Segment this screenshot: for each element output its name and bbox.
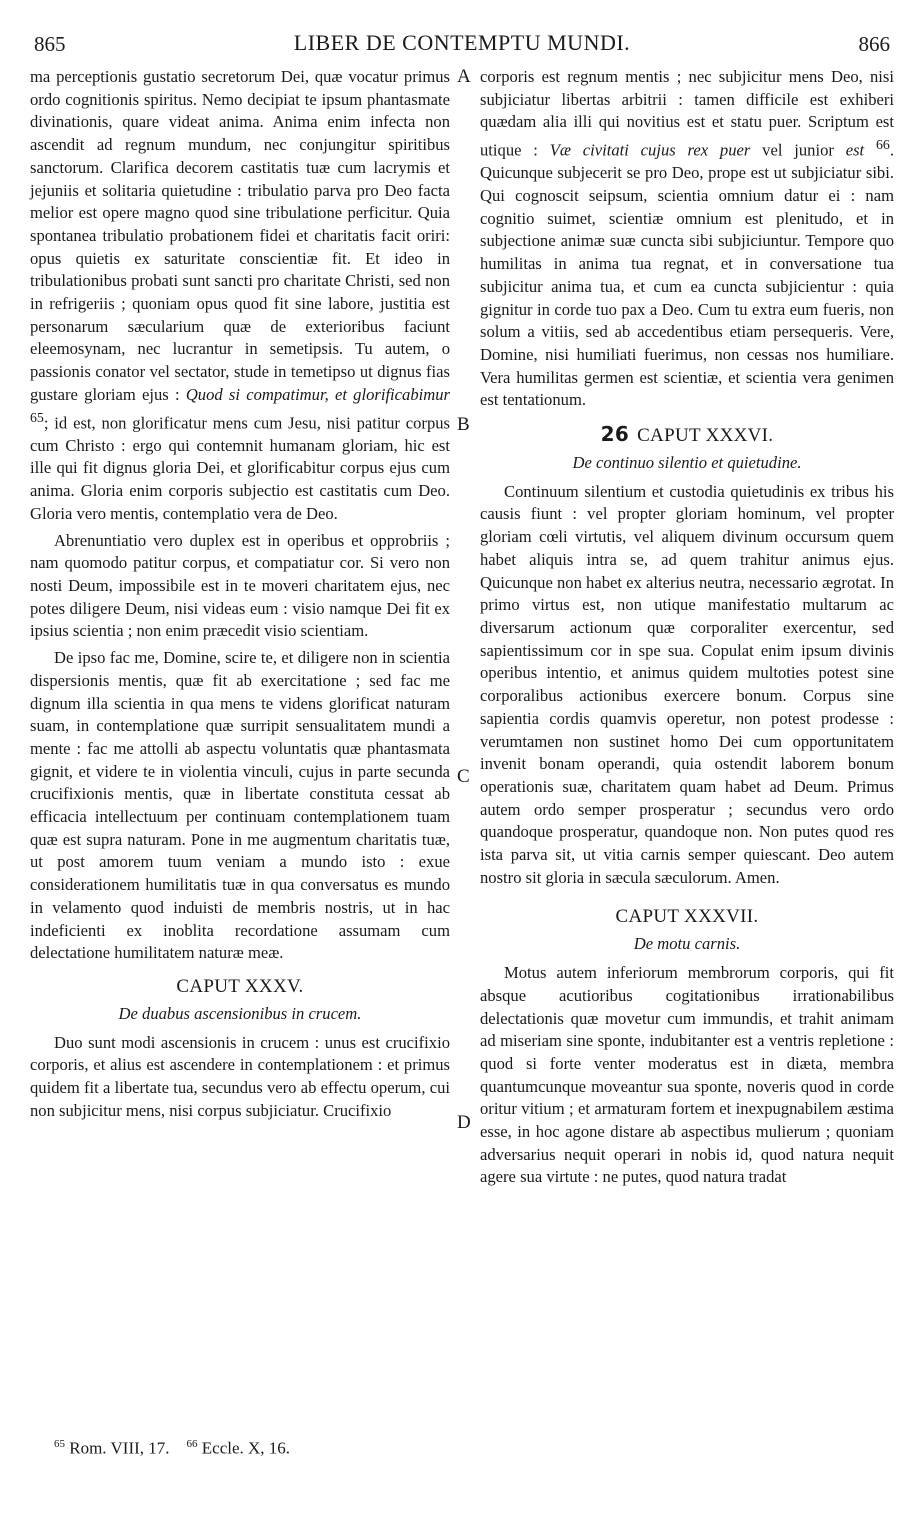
scripture-quote: Væ civitati cujus rex puer: [549, 140, 751, 160]
footnotes: [54, 1438, 290, 1459]
paragraph-text: corporis est regnum mentis ; nec subjicitur mens Deo, nisi subjiciatur libertas arbitrii : tamen difficile est exhiberi quædam alia illi qui novitius est et statu puer. Scriptum est utique :: [480, 67, 894, 160]
paragraph: Motus autem inferiorum membrorum corporis, qui fit absque acutioribus cogitationibus irrationabilibus delectationis quæ movetur cum immundis, et trahit animam ad miseriam sine sponte, indubitanter est a ventris repletione : quod si forte venter moderatus est in diæta, membra quantumcunque moveantur sua sponte, noveris quod in corde oritur vitium ; et armaturam fortem et inexpugnabilem æstima esse, in hoc agone distare ab aspectibus mulierum ; quoniam adversarius nequit operari in nobis id, quod natura nequit agere sua virtute : ne putes, quod natura tradat: [480, 963, 894, 1187]
chapter-heading: [480, 422, 894, 448]
paragraph: Abrenuntiatio vero duplex est in operibus et opprobriis ; nam quomodo patitur corpus, et compatiatur cor. Si vero non nosti Deum, impossibile est in te moveri charitatem ejus, nec potes diligere Deum, nisi videas eum : visio namque Dei fit ex ipsius scientia ; non enim præcedit visio scientiam.: [30, 530, 450, 641]
page-number-left: 865: [34, 32, 66, 56]
page-number-right: 866: [858, 32, 890, 56]
scripture-quote: Quod si compatimur, et glorificabimur: [185, 384, 450, 404]
margin-marker-d: D: [457, 1112, 471, 1133]
scripture-quote: est: [845, 140, 865, 160]
chapter-subtitle: De continuo silentio et quietudine.: [572, 453, 802, 473]
paragraph: Duo sunt modi ascensionis in crucem : unus est crucifixio corporis, et alius est ascendere in contemplationem : et primus quidem fit a libertate tua, secundus vero ab effectu operum, cui non subjicitur mens, nisi corpus subjiciatur. Crucifixio: [30, 1032, 450, 1120]
paragraph: [480, 66, 894, 412]
margin-marker-c: C: [457, 766, 470, 787]
footnote-number: 66: [186, 1438, 198, 1450]
chapter-heading: CAPUT XXXVII.: [615, 906, 759, 928]
paragraph-text: . Quicunque subjecerit se pro Deo, prope est ut subjiciatur sibi. Qui cognoscit seipsum, scientia omnium datur ei : nam cognitio suimet, scientiæ omnium est plenitudo, et in subjectione animæ suæ cuncta sibi subjiciuntur. Tempore quo humilitas in anima tua regnat, et in conversatione tua subjicitur anima tua, et cum ea cuncta subjicientur : quia gignitur in corde tuo pax a Deo. Cum tu extra eum fueris, non solum a vitiis, sed ab accedentibus etiam persequeris. Vere, Domine, nisi humiliati fuerimus, non cessas nos humiliare. Vera humilitas germen est scientiæ, et scientia vera genimen est tentationum.: [480, 140, 894, 410]
margin-marker-a: A: [457, 66, 471, 87]
paragraph: Continuum silentium et custodia quietudinis ex tribus his causis fiunt : vel propter gloriam hominum, vel propter gloriam cœli virtutis, vel aliquem divinum occursum quem habet aliquis intra se, ad quem trahitur animus ejus. Quicunque non habet ex alterius neutra, necessario ægrotat. In primo virtus est, non utique manifestatio multarum ac diversarum actionum quæ corporaliter exercentur, sed sapientissimum cor in spe sua. Copulat enim ipsum divinis operibus intentio, et animus quidem multoties potest sine corporalibus actionibus exercere bonum. Corpus sine sapientia cordis quamvis operetur, non potest prodesse : verumtamen non sustinet homo Dei cum opportunitatem invenit bonam operandi, quia ostendit laborem bonum operationis suæ, charitatem quam habet ad Deum. Primus autem ordo semper prosperatur ; secundus vero ordo quandoque prosperatur, quandoque non. Non putes quod res ista parva sit, ut vitia carnis semper quiescant. Deo autem nostro sit gloria in sæcula sæculorum. Amen.: [480, 481, 894, 887]
right-column: [480, 66, 894, 1189]
paragraph: [30, 66, 450, 526]
footnote-text: Eccle. X, 16.: [201, 1438, 291, 1458]
footnote-text: Rom. VIII, 17.: [69, 1438, 170, 1458]
margin-marker-b: B: [457, 414, 470, 435]
paragraph-text: vel junior: [762, 140, 834, 160]
footnote-ref: 66: [876, 137, 890, 153]
chapter-heading: CAPUT XXXV.: [176, 975, 304, 997]
left-column: [30, 66, 450, 1122]
footnote-number: 65: [54, 1438, 65, 1450]
section-number: 26: [600, 422, 630, 447]
footnote-ref: 65: [30, 409, 44, 425]
paragraph: De ipso fac me, Domine, scire te, et diligere non in scientia dispersionis mentis, quæ fit ab exercitatione ; sed fac me dignum illa scientia in qua mens te videns glorificat naturam suam, in contemplatione quæ surripit sensualitatem mundi a mente : fac me attolli ab aspectu voluntatis quæ phantasmata gignit, et videre te in violentia vinculi, cujus in parte secunda crucifixionis mentis, quæ in libertate constituta cessat ab efficacia intellectuum per continuam contemplationem tuam quæ est supra naturam. Pone in me augmentum charitatis tuæ, ut post amorem tuum veniam a mundo isto : exue considerationem humilitatis tuæ in qua conversatus es mundo in velamento quod induisti de membris nostris, ut in hac indeficienti ex inoblita recordatione assumam cum delectatione humilitatem naturæ meæ.: [30, 648, 450, 963]
chapter-subtitle: De duabus ascensionibus in crucem.: [118, 1003, 362, 1023]
running-header: [0, 26, 924, 60]
paragraph-text: ma perceptionis gustatio secretorum Dei, quæ vocatur primus ordo cognitionis spiritus. Nemo decipiat te ipsum phantasmate divinationis, quare videat anima. Anima enim infecta non ascendit ad regnum mundum, nec conjungitur spiritibus sanctorum. Clarifica decorem castitatis tuæ cum lacrymis et jejuniis et solitaria quietudine : tribulatio parva pro Deo facta melior est opere magno quod sine tribulatione perficitur. Quia spontanea tribulatio probationem fidei et charitatis facit oriri: opus quietis ex saturitate conscientiæ fit. Et ideo in tribulationibus probati sunt sancti pro charitate Christi, sed non in refrigeriis ; quoniam opus quod fit sine labore, justitia est personarum sæcularium quæ de exterioribus faciunt eleemosynam, nec lucrantur in semetipsis. Tu autem, o passionis conator vel sectator, stude in temetipso ut dignus fias gustare gloriam ejus :: [30, 67, 450, 404]
chapter-title: CAPUT XXXVI.: [637, 425, 774, 447]
chapter-subtitle: De motu carnis.: [633, 934, 741, 954]
running-title: LIBER DE CONTEMPTU MUNDI.: [293, 30, 631, 55]
paragraph-text: ; id est, non glorificatur mens cum Jesu, nisi patitur corpus cum Christo : ergo qui contemnit humanam gloriam, hic est ille qui fit dignus gloria Dei, et glorificabitur corpus ejus cum anima. Gloria enim corporis subjectio est castitatis cum Deo. Gloria vero mentis, contemplatio vera de Deo.: [30, 413, 450, 523]
